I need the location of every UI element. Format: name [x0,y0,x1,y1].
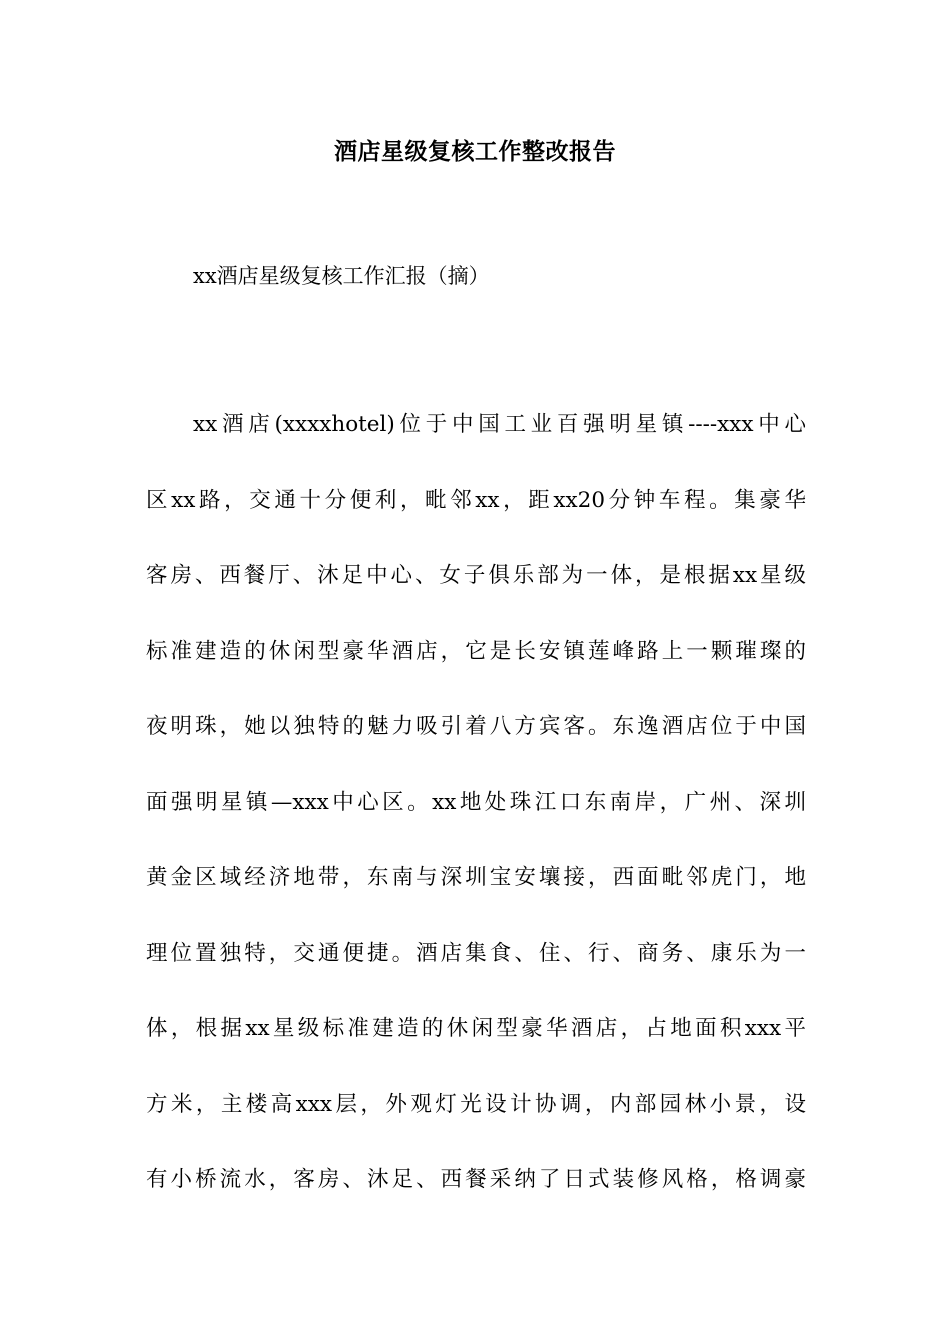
body-line: 面强明星镇—xxx中心区。xx地处珠江口东南岸，广州、深圳 [146,789,806,815]
document-subtitle: xx酒店星级复核工作汇报（摘） [193,264,490,288]
body-line: xx酒店(xxxxhotel)位于中国工业百强明星镇----xxx中心 [193,412,806,437]
body-line: 区xx路，交通十分便利，毗邻xx，距xx20分钟车程。集豪华 [146,487,806,513]
body-line: 理位置独特，交通便捷。酒店集食、住、行、商务、康乐为一 [146,940,806,966]
body-paragraph [146,407,806,1238]
body-line: 夜明珠，她以独特的魅力吸引着八方宾客。东逸酒店位于中国 [146,714,806,739]
body-line: 客房、西餐厅、沐足中心、女子俱乐部为一体，是根据xx星级 [146,563,806,588]
document-title: 酒店星级复核工作整改报告 [334,138,616,165]
body-line: 标准建造的休闲型豪华酒店，它是长安镇莲峰路上一颗璀璨的 [146,638,806,664]
body-line: 有小桥流水，客房、沐足、西餐采纳了日式装修风格，格调豪 [146,1167,806,1192]
body-line: 黄金区域经济地带，东南与深圳宝安壤接，西面毗邻虎门，地 [146,865,806,890]
body-line: 体，根据xx星级标准建造的休闲型豪华酒店，占地面积xxx平 [146,1016,806,1041]
body-line: 方米，主楼高xxx层，外观灯光设计协调，内部园林小景，设 [146,1091,806,1117]
